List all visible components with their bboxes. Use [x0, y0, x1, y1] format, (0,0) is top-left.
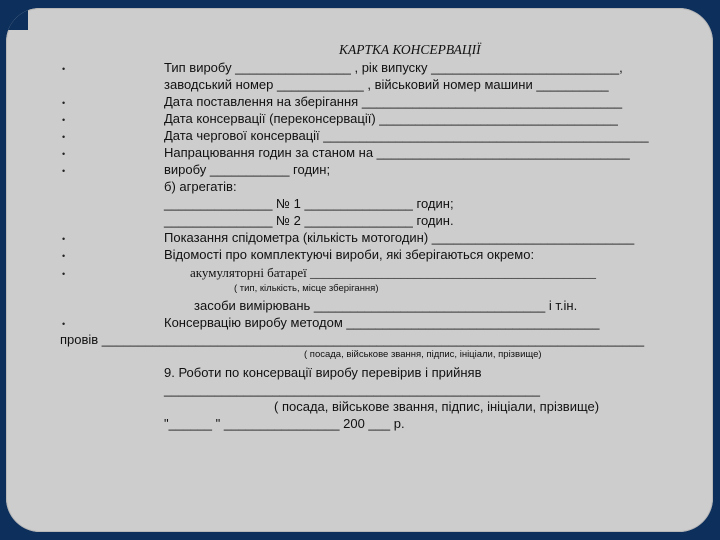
bullet-icon: • [62, 115, 66, 125]
serial-number-line: заводський номер ____________ , військовий номер машини __________ [164, 77, 609, 92]
operating-hours-line: Напрацювання годин за станом на ___________________________________ [164, 145, 630, 160]
conservation-method-line: Консервацію виробу методом ___________________________________ [164, 315, 600, 330]
bullet-icon: • [62, 98, 66, 108]
inspection-line: 9. Роботи по консервації виробу перевірив і прийняв [164, 365, 482, 380]
inspector-caption: ( посада, військове звання, підпис, ініціали, прізвище) [274, 399, 600, 414]
bullet-icon: • [62, 251, 66, 261]
measuring-tools-line: засоби вимірювань ________________________________ і т.ін. [194, 298, 578, 313]
next-conservation-line: Дата чергової консервації _____________________________________________ [164, 128, 649, 143]
bullet-icon: • [62, 132, 66, 142]
bullet-icon: • [62, 64, 66, 74]
storage-date-line: Дата поставлення на зберігання ____________________________________ [164, 94, 623, 109]
aggregates-heading: б) агрегатів: [164, 179, 237, 194]
product-hours-line: виробу ___________ годин; [164, 162, 331, 177]
bullet-icon: • [62, 269, 66, 279]
inspector-blank-line: ____________________________________________________ [164, 382, 540, 397]
components-line: Відомості про комплектуючі вироби, які зберігаються окремо: [164, 247, 535, 262]
bullet-icon: • [62, 149, 66, 159]
performer-caption: ( посада, військове звання, підпис, ініціали, прізвище) [304, 349, 542, 360]
batteries-line: акумуляторні батареї ____________________________________________ [190, 265, 596, 280]
bullet-icon: • [62, 234, 66, 244]
aggregate-1-line: _______________ № 1 _______________ годин; [164, 196, 454, 211]
card-title: КАРТКА КОНСЕРВАЦІЇ [339, 42, 481, 57]
speedometer-line: Показання спідометра (кількість мотогодин) ____________________________ [164, 230, 635, 245]
conservation-date-line: Дата консервації (переконсервації) _________________________________ [164, 111, 618, 126]
performed-by-line: провів ___________________________________________________________________________ [60, 332, 645, 347]
bullet-icon: • [62, 166, 66, 176]
corner-notch [6, 8, 28, 30]
aggregate-2-line: _______________ № 2 _______________ годин. [164, 213, 454, 228]
conservation-card [6, 8, 713, 532]
batteries-caption: ( тип, кількість, місце зберігання) [234, 283, 379, 294]
product-type-line: Тип виробу ________________ , рік випуску __________________________, [164, 60, 623, 75]
date-line: "______ " ________________ 200 ___ р. [164, 416, 405, 431]
bullet-icon: • [62, 319, 66, 329]
